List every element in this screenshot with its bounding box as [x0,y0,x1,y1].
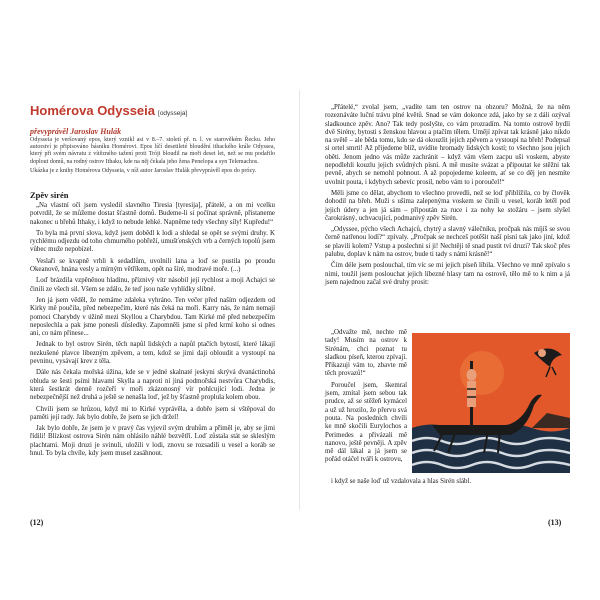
paragraph: „Odyssee, pýcho všech Achajců, chytrý a slavný válečníku, pročpak nás míjíš se svou černě natřenou lodí?“ zpívaly. „Pročpak se nechceš potěšit naší písní tak jako jiní, kdož se plavili kolem? Vstup a poslechni si ji! Nechtěji tě snad pustit tví druzi? Tak skoč přes palubu, doplav k nám na ostrov, bude ti tady s námi krásně!“ [325,226,570,259]
pronunciation-tag: [odysseja] [158,110,188,117]
paragraph: Jednak to byl ostrov Sirén, těch napůl lidských a napůl ptačích bytostí, které lákají nezkušené plavce libezným zpěvem, a tem, kdož se jimi dají obloudit a vystoupí na pevninu, vysávají krev z těla. [30,341,275,366]
right-narrow-text [325,329,407,468]
paragraph: „Přátelé,“ zvolal jsem, „vadíte tam ten ostrov na obzoru? Možná, že na něm rozeznáváte luční trávu plné květů. Snad se vám dokonce zdá, jako by se z dáli ozýval sladkounce zpěv. Ano? Tak tedy poslyšte, co vám prozradím. Na tomto ostrově bydlí dvě Sirény, bytosti s ženskou hlavou a ptačím tělem. Umějí zpívat tak krásně jako nikdo na světě – ale běda tomu, kdo se dá okouzlit jejich zpěvem a vystoupí na břeh! Podepsal si ortel smrti! Až přijedeme blíž, uvidíte hromady lidských kostí; to všechno jsou jejich oběti. Jenom jedno vás může zachránit – když vám všem zacpu uši voskem, abyste nepodlehli kouzlu jejich svůdných písní. A mě musíte svázat a připoutat ke stěžni tak pevně, abych se nemohl pohnout. A až popojedeme koleem, ať se co děj jen nesmíte uvolnit pouta, i kdybych sebevíc prosil, nebo vám to i poroučel!“ [325,104,570,186]
paragraph: „Odvažte mě, nechte mě tady! Musím na ostrov k Sirénám, chci poznat tu sladkou píseň, kterou zpívají. Přikazuji vám to, zbavte mě těch provazů!“ [325,329,407,378]
right-body-text [325,104,570,290]
paragraph: Veslaři se kvapně vrhli k sedadlům, uvolnili lana a loď se pustila po proudu Okeanově, hnána vesly a mírným větříkem, opět na šíré, modravé moře. (...) [30,257,275,274]
paragraph: Jak bylo dobře, že jsem je v pravý čas vyjevil svým druhům a přiměl je, aby se jimi řídili! Blízkost ostrova Sirén nám ohlásilo náhlé bezvětří. Loď zůstala stát se skleslým plachtami. Moji druzi je svinuli, uložili v lodi, znovu se rozsadili u vesel a koráb se hnul. To byla chvíle, kdy jsem musel zasáhnout. [30,425,275,458]
intro-text [30,137,275,177]
right-page [300,0,600,600]
left-body-text [30,202,275,461]
right-bottom-text [325,478,570,489]
page-number-left: (12) [30,518,44,527]
author-credit: převyprávěl Jaroslav Hulák [30,127,122,136]
paragraph: Dále nás čekala mořská úžina, kde se v jedné skalnaté jeskyni skrývá dvanáctinohá obluda se šesti psími hlavami Skylla a naproti ní jiná podmořská nestvůra Charybdis, která šestkrát denně rozčeří v moři zkázonosný vír pohlcující lodi. Jedna je nebezpečnější než druhá a ještě se nenašla loď, jež by šťastně proplula kolem obou. [30,369,275,402]
section-heading: Zpěv sirén [30,190,69,200]
paragraph: „Na vlastní oči jsem vysledil slavného Tiresia [tyresija], přátelé, a on mi vcelku potvrdil, že se můžeme dostat šťastně domů. Budeme-li si počínat správně, přistaneme nakonec u břehů Ithaky, i když to nebude lehké. Napněme tedy všechny síly! Kupředu!“ [30,202,275,226]
paragraph: Měli jsme co dělat, abychom to všechno provedli, než se loď přiblížila, co by člověk dohodil na břeh. Muži s ušima zalepenýma voskem se činili u vesel, koráb letěl pod jejich údery a jen já sám – připoután za ruce i za nohy ke stožáru – jsem slyšel čarokrásný, uchvacující, podmanivý zpěv Sirén. [325,189,570,222]
paragraph: Čím déle jsem poslouchal, tím víc se mi jejich píseň líbila. Všechno ve mně zpívalo s nimi, toužil jsem poslouchat jejich líbezné hlasy tam na ostrově, tělo mě to k nim a já jsem najednou začal své druhy prosit: [325,262,570,286]
chapter-title: Homérova Odysseia [odysseja] [30,103,188,118]
paragraph: Chvíli jsem se hrůzou, když mi to Kirké vyprávěla, a dobře jsem si vštěpoval do paměti její rady. Jak bylo dobře, že jsem se jich držel! [30,405,275,421]
paragraph: Poroučel jsem, škemral jsem, zmítal jsem sebou tak prudce, až se stěžeň kymácel a už už hrozilo, že přervu svá pouta. Na posledních chvíli ke mně skočili Eurylochos a Perimedes a přivázali mě nanovo, ještě pevněji. A zpěv mě dál lákal a já jsem se pořád otáčel tváří k ostrovu, [325,381,407,464]
page-number-right: (13) [548,518,562,527]
intro-paragraph: Ukázka je z knihy Homérova Odysseia, v níž autor Jaroslav Hulák převyprávěl epos do prózy. [30,167,257,174]
paragraph: i když se naše loď už vzdalovala a hlas Sirén slábl. [331,478,472,485]
intro-paragraph: Odysseia je veršovaný epos, který vznikl asi v 8.–7. století př. n. l. ve starověkém Řecku. Jeho autorství je připisováno básníku Homérovi. Epos líčí desetileté bloudění ithackého krále Odyssea, který při svém návratu z vítězného tažení proti Tróji bloudil na moři deset let, než se mu podařilo doplout domů, na rodný ostrov Ithaku, kde na něj čekala jeho žena Penelopa a syn Telemachos. [30,137,275,165]
paragraph: Jen já jsem věděl, že nemáme zdaleka vyhráno. Ten večer před naším odjezdem od Kirky mě poučila, před nebezpečím, které nás čeká na moři. Karry nás, že nám nemají pomoci Charybdy v úžině mezi Skyllou a Charybdou. Tam Kirké mě před nebezpečím neposlechla a pak jsme ponesli důsledky. Zapomněli jsme si před krmí koho si odnes ani, co nám přinese... [30,296,275,338]
paragraph: To byla má první slova, když jsem dobědl k lodi a shledal se opět se svými druhy. K rychlému odjezdu od toho chmurného pobřeží, umušťenských vrb a černých topolů jsem vůbec muže nepobízel. [30,229,275,254]
sirens-ship-illustration [412,333,570,473]
paragraph: Loď brázdila vzpěněnou hladinu, příznivý vítr násobil její rychlost a moji Achajci se činili ze všech sil. Všem se zdálo, že teď jsou naše vyhlídky slibné. [30,277,275,293]
